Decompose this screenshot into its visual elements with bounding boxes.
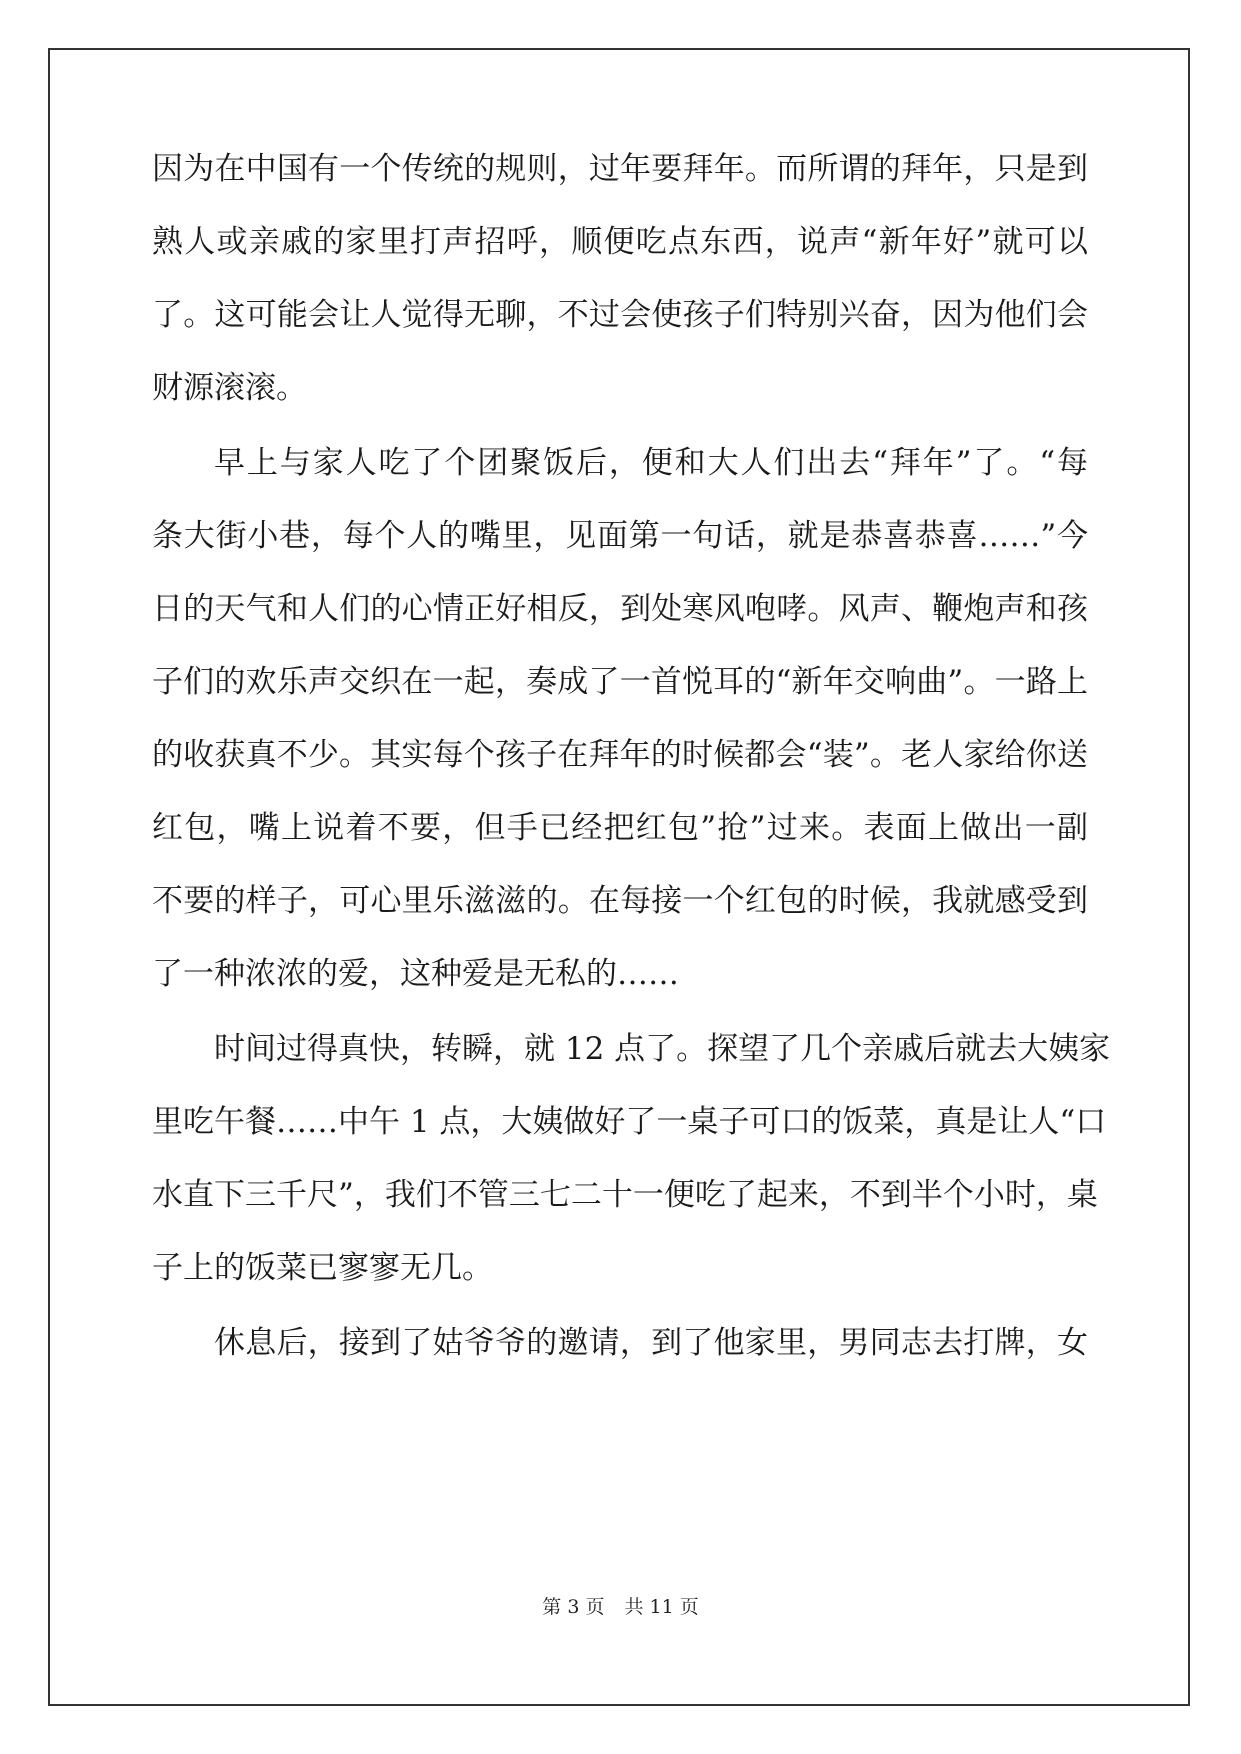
paragraph-2-line-2: 条大街小巷，每个人的嘴里，见面第一句话，就是恭喜恭喜……”今	[152, 518, 1088, 554]
page-number-current: 第 3 页	[542, 1596, 605, 1618]
paragraph-1-line-2: 熟人或亲戚的家里打声招呼，顺便吃点东西，说声“新年好”就可以	[152, 224, 1088, 260]
paragraph-3-line-1: 时间过得真快，转瞬，就 12 点了。探望了几个亲戚后就去大姨家	[214, 1031, 1111, 1067]
paragraph-1-line-1: 因为在中国有一个传统的规则，过年要拜年。而所谓的拜年，只是到	[152, 151, 1088, 187]
paragraph-3-line-2: 里吃午餐……中午 1 点，大姨做好了一桌子可口的饭菜，真是让人“口	[152, 1104, 1107, 1140]
paragraph-2-line-6: 红包，嘴上说着不要，但手已经把红包”抢”过来。表面上做出一副	[152, 810, 1088, 846]
paragraph-1-line-3: 了。这可能会让人觉得无聊，不过会使孩子们特别兴奋，因为他们会	[152, 297, 1088, 333]
paragraph-2-line-7: 不要的样子，可心里乐滋滋的。在每接一个红包的时候，我就感受到	[152, 883, 1088, 919]
paragraph-2-line-4: 子们的欢乐声交织在一起，奏成了一首悦耳的“新年交响曲”。一路上	[152, 664, 1088, 700]
page-footer	[0, 1592, 1241, 1619]
paragraph-3-line-3: 水直下三千尺”，我们不管三七二十一便吃了起来，不到半个小时，桌	[152, 1177, 1098, 1213]
paragraph-2-line-1: 早上与家人吃了个团聚饭后，便和大人们出去“拜年”了。“每	[214, 445, 1088, 481]
paragraph-2-line-5: 的收获真不少。其实每个孩子在拜年的时候都会“装”。老人家给你送	[152, 737, 1088, 773]
paragraph-4-line-1: 休息后，接到了姑爷爷的邀请，到了他家里，男同志去打牌，女	[214, 1325, 1088, 1361]
paragraph-3-line-4: 子上的饭菜已寥寥无几。	[152, 1250, 493, 1286]
paragraph-2-line-3: 日的天气和人们的心情正好相反，到处寒风咆哮。风声、鞭炮声和孩	[152, 591, 1088, 627]
paragraph-2-line-8: 了一种浓浓的爱，这种爱是无私的……	[152, 956, 679, 992]
paragraph-1-line-4: 财源滚滚。	[152, 370, 307, 406]
page-number-total: 共 11 页	[624, 1596, 699, 1618]
